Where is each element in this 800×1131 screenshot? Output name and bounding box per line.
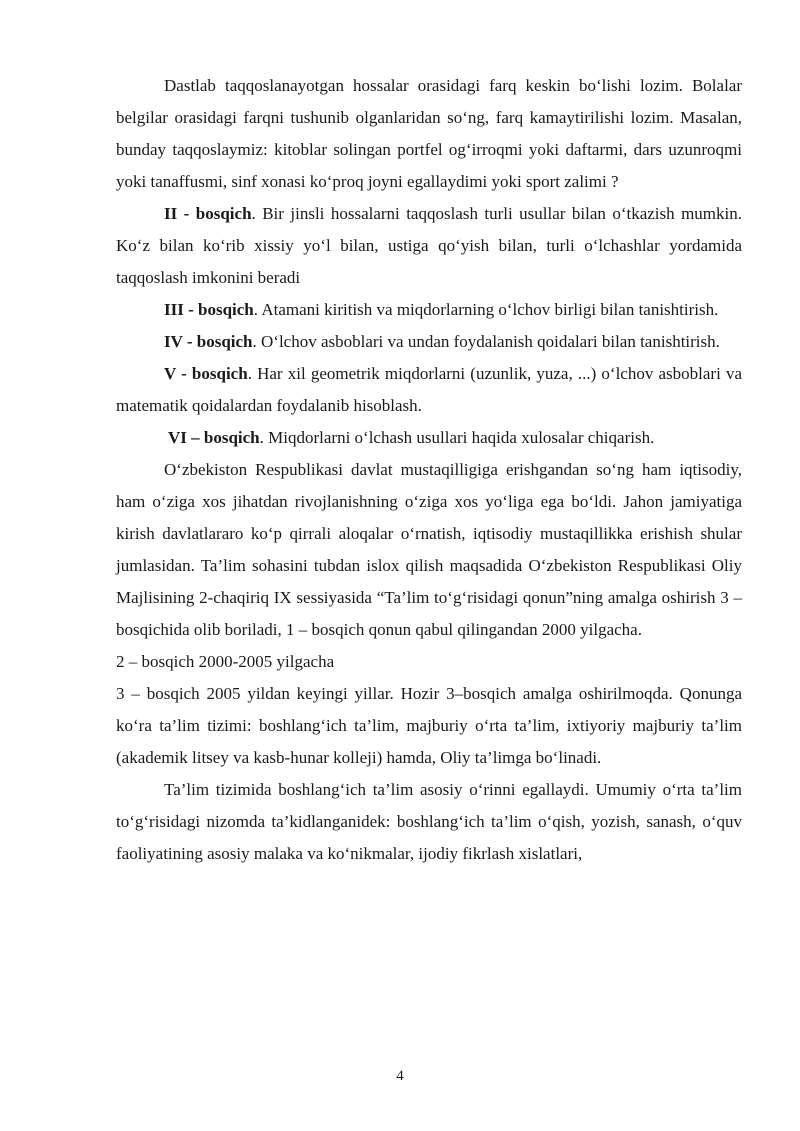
paragraph-primary-education: Ta’lim tizimida boshlang‘ich ta’lim asosiy o‘rinni egallaydi. Umumiy o‘rta ta’lim to‘g‘risidagi nizomda ta’kidlanganidek: boshlang‘ich ta’lim o‘qish, yozish, sanash, o‘quv faoliyatining asosiy malaka va ko‘nikmalar, ijodiy fikrlash xislatlari, [116, 780, 742, 863]
paragraph-independence: O‘zbekiston Respublikasi davlat mustaqilligiga erishgandan so‘ng ham iqtisodiy, ham o‘ziga xos jihatdan rivojlanishning o‘ziga xos yo‘liga ega bo‘ldi. Jahon jamiyatiga kirish davlatlararo ko‘p qirrali aloqalar o‘rnatish, iqtisodiy mustaqillikka erishish shular jumlasidan. Ta’lim sohasini tubdan islox qilish maqsadida O‘zbekiston Respublikasi Oliy Majlisining 2-chaqiriq IX sessiyasida “Ta’lim to‘g‘risidagi qonun”ning amalga oshirish 3 – bosqichida olib boriladi, 1 – bosqich qonun qabul qilingandan 2000 yilgacha. [116, 460, 742, 639]
paragraph-intro: Dastlab taqqoslanayotgan hossalar orasidagi farq keskin bo‘lishi lozim. Bolalar belgilar orasidagi farqni tushunib olganlaridan so‘ng, farq kamaytirilishi lozim. Masalan, bunday taqqoslaymiz: kitoblar solingan portfel og‘irroqmi yoki daftarmi, dars uzunroqmi yoki tanaffusmi, sinf xonasi ko‘proq joyni egallaydimi yoki sport zalimi ? [116, 76, 742, 191]
stage-6-text: . Miqdorlarni o‘lchash usullari haqida xulosalar chiqarish. [259, 428, 655, 447]
paragraph-stage-4 [116, 326, 742, 358]
stage-2-heading: II - bosqich [164, 204, 252, 223]
page-number: 4 [396, 1068, 404, 1084]
stage-2-text: . Bir jinsli hossalarni taqqoslash turli usullar bilan o‘tkazish mumkin. Ko‘z bilan ko‘rib xissiy yo‘l bilan, ustiga qo‘yish bilan, turli o‘lchashlar yordamida taqqoslash imkonini beradi [116, 204, 742, 287]
paragraph-stage-3-years: 3 – bosqich 2005 yildan keyingi yillar. Hozir 3–bosqich amalga oshirilmoqda. Qonunga ko‘ra ta’lim tizimi: boshlang‘ich ta’lim, majburiy o‘rta ta’lim, ixtiyoriy majburiy ta’lim (akademik litsey va kasb-hunar kolleji) hamda, Oliy ta’limga bo‘linadi. [116, 684, 742, 767]
paragraph-stage-3 [116, 294, 742, 326]
paragraph-stage-5 [116, 358, 742, 422]
paragraph-stage-2-years: 2 – bosqich 2000-2005 yilgacha [116, 652, 335, 671]
paragraph-stage-6 [116, 422, 742, 454]
paragraph-stage-2 [116, 198, 742, 294]
page-body [116, 70, 742, 870]
stage-5-text: . Har xil geometrik miqdorlarni (uzunlik, yuza, ...) o‘lchov asboblari va matematik qoidalardan foydalanib hisoblash. [116, 364, 742, 415]
stage-5-heading: V - bosqich [164, 364, 248, 383]
stage-3-heading: III - bosqich [164, 300, 254, 319]
stage-4-heading: IV - bosqich [164, 332, 253, 351]
stage-6-heading: VI – bosqich [168, 428, 260, 447]
stage-3-text: . Atamani kiritish va miqdorlarning o‘lchov birligi bilan tanishtirish. [253, 300, 719, 319]
stage-4-text: . O‘lchov asboblari va undan foydalanish qoidalari bilan tanishtirish. [252, 332, 720, 351]
